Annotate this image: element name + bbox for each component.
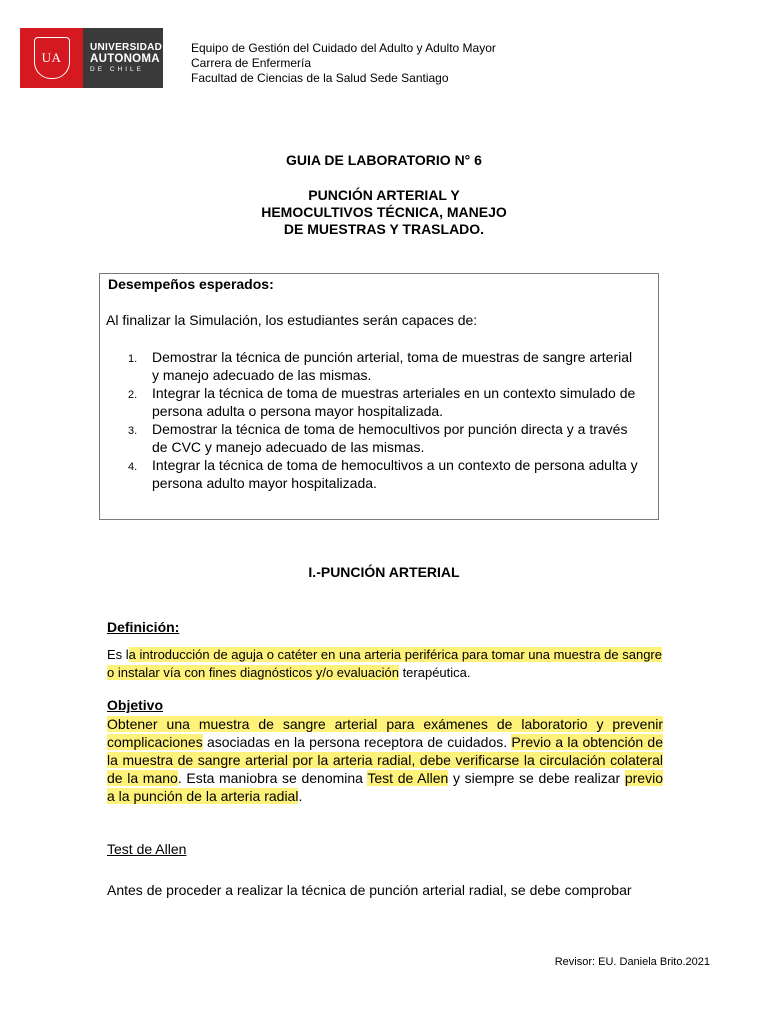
list-item-text: Integrar la técnica de toma de muestras arteriales en un contexto simulado de persona adulta o persona mayor hospitalizada. — [152, 385, 636, 419]
shield-icon — [34, 37, 70, 79]
guide-title: GUIA DE LABORATORIO N° 6 — [286, 152, 482, 168]
objective-highlight-2: Previo a la obtención de la muestra de sangre arterial por la arteria radial, debe verificarse la circulación colateral de la mano — [107, 734, 663, 786]
definition-text — [107, 646, 667, 682]
list-item-number: 1. — [128, 353, 138, 365]
guide-subtitle — [0, 187, 768, 238]
logo-line-2: AUTONOMA — [90, 53, 160, 65]
box-heading: Desempeños esperados: — [108, 276, 274, 292]
list-item — [100, 384, 640, 420]
subtitle-line-1: PUNCIÓN ARTERIAL Y — [308, 187, 460, 203]
list-item — [100, 456, 640, 492]
expected-performance-box — [99, 273, 659, 520]
definition-heading: Definición: — [107, 619, 180, 635]
objective-text — [107, 715, 663, 805]
objective-highlight-3: Test de Allen — [367, 770, 449, 786]
list-item-number: 4. — [128, 461, 138, 473]
list-item-text: Integrar la técnica de toma de hemocultivos a un contexto de persona adulta y persona adulto mayor hospitalizada. — [152, 457, 638, 491]
section-title: I.-PUNCIÓN ARTERIAL — [308, 564, 460, 580]
logo-line-3: DE CHILE — [90, 66, 144, 73]
header-team: Equipo de Gestión del Cuidado del Adulto y Adulto Mayor — [191, 41, 496, 55]
objective-highlight-1: Obtener una muestra de sangre arterial para exámenes de laboratorio y prevenir complicaciones — [107, 716, 663, 750]
objective-text-4: . — [298, 788, 303, 804]
objectives-list — [100, 348, 640, 492]
logo-seal-area — [20, 28, 83, 88]
objective-heading: Objetivo — [107, 697, 164, 713]
footer-revisor: Revisor: EU. Daniela Brito.2021 — [554, 956, 710, 968]
list-item-text: Demostrar la técnica de toma de hemocultivos por punción directa y a través de CVC y manejo adecuado de las mismas. — [152, 421, 628, 455]
box-intro: Al finalizar la Simulación, los estudiantes serán capaces de: — [106, 312, 478, 328]
list-item-number: 3. — [128, 425, 138, 437]
logo-wordmark — [83, 28, 163, 88]
header-faculty: Facultad de Ciencias de la Salud Sede Santiago — [191, 71, 449, 85]
list-item-number: 2. — [128, 389, 138, 401]
definition-highlight: a introducción de aguja o catéter en una arteria periférica para tomar una muestra de sangre o instalar vía con fines diagnósticos y/o evaluación — [107, 647, 662, 680]
subtitle-line-3: DE MUESTRAS Y TRASLADO. — [283, 221, 485, 237]
logo-line-1: UNIVERSIDAD — [90, 42, 163, 53]
objective-text-2: . Esta maniobra se denomina — [177, 770, 368, 786]
objective-text-3: y siempre se debe realizar — [448, 770, 625, 786]
allen-test-text: Antes de proceder a realizar la técnica de punción arterial radial, se debe comprobar — [107, 882, 632, 898]
objective-highlight-4: previo a la punción de la arteria radial — [107, 770, 663, 804]
university-logo — [20, 28, 163, 88]
list-item — [100, 420, 640, 456]
header-career: Carrera de Enfermería — [191, 56, 312, 70]
document-header — [191, 41, 496, 86]
objective-text-1: asociadas en la persona receptora de cuidados. — [202, 734, 508, 750]
definition-pre: Es l — [107, 647, 129, 662]
list-item — [100, 348, 640, 384]
definition-post: terapéutica. — [398, 665, 471, 680]
allen-test-heading: Test de Allen — [107, 841, 187, 857]
subtitle-line-2: HEMOCULTIVOS TÉCNICA, MANEJO — [261, 204, 507, 220]
list-item-text: Demostrar la técnica de punción arterial, toma de muestras de sangre arterial y manejo adecuado de las mismas. — [152, 349, 633, 383]
logo-seal-text: UA — [41, 50, 62, 65]
